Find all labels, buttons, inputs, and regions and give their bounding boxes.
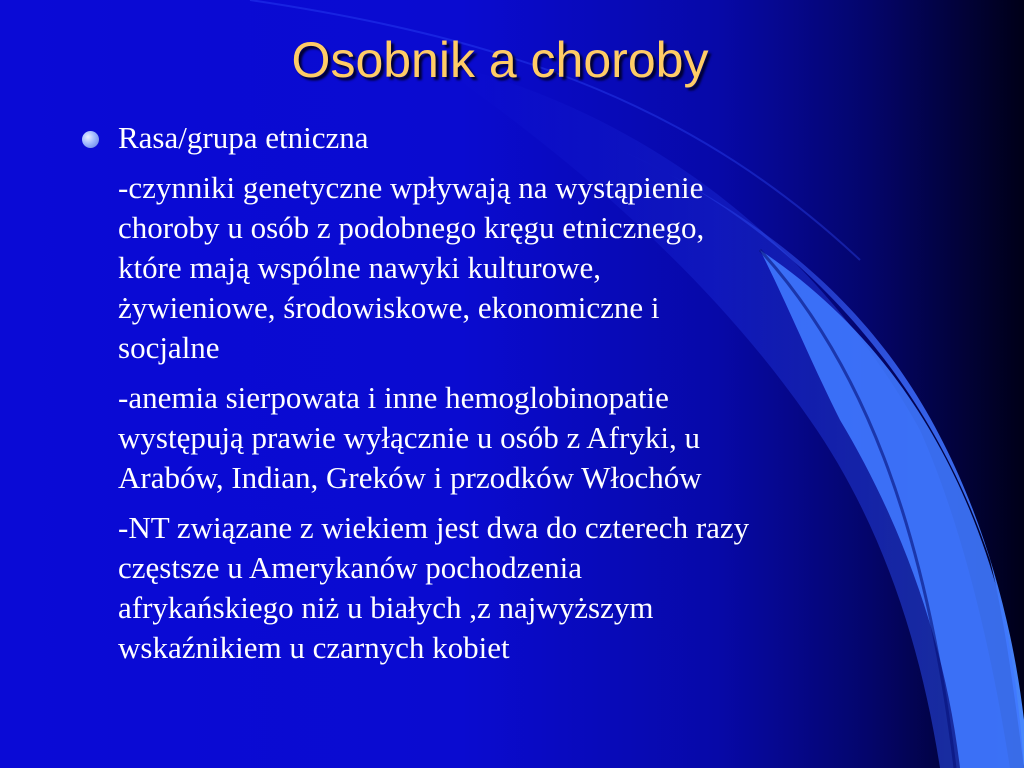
paragraph-line: które mają wspólne nawyki kulturowe,: [118, 250, 601, 285]
paragraph: [78, 508, 938, 668]
paragraph-line: -NT związane z wiekiem jest dwa do czterech razy: [118, 510, 750, 545]
paragraph-line: wskaźnikiem u czarnych kobiet: [118, 630, 510, 665]
paragraph-line: Arabów, Indian, Greków i przodków Włochów: [118, 460, 702, 495]
bullet-item: [78, 118, 938, 158]
slide-body: [78, 118, 938, 678]
paragraph: [78, 378, 938, 498]
paragraph-line: -czynniki genetyczne wpływają na wystąpienie: [118, 170, 704, 205]
bullet-icon: [82, 131, 99, 148]
paragraph-line: częstsze u Amerykanów pochodzenia: [118, 550, 582, 585]
paragraph-line: żywieniowe, środowiskowe, ekonomiczne i: [118, 290, 660, 325]
bullet-text: Rasa/grupa etniczna: [118, 120, 369, 155]
paragraph-line: choroby u osób z podobnego kręgu etnicznego,: [118, 210, 705, 245]
paragraph-line: -anemia sierpowata i inne hemoglobinopatie: [118, 380, 669, 415]
paragraph-line: afrykańskiego niż u białych ,z najwyższym: [118, 590, 654, 625]
paragraph-line: występują prawie wyłącznie u osób z Afryki, u: [118, 420, 700, 455]
paragraph-line: socjalne: [118, 330, 220, 365]
slide-title: Osobnik a choroby: [291, 32, 709, 88]
paragraph: [78, 168, 938, 368]
